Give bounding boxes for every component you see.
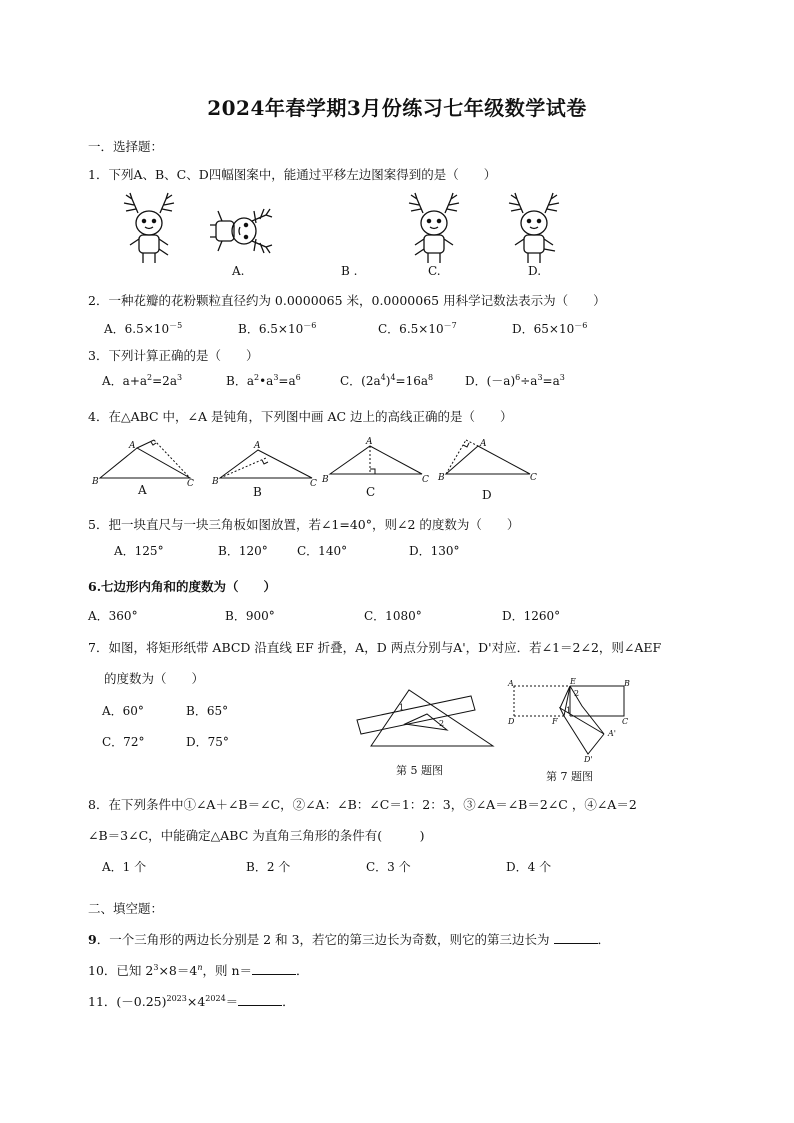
question-6-stem: 6.七边形内角和的度数为（ ） — [88, 579, 277, 594]
q1-label-a: A. — [232, 264, 245, 278]
q7-option-a: A．60° — [102, 704, 144, 718]
q2-option-d: D．$65\times 10^{-6}$ — [512, 321, 588, 336]
q7-option-d: D．75° — [186, 735, 229, 749]
q1-label-c: C. — [428, 264, 441, 278]
question-11: 11．$(-0.25)^{2023}\times 4^{2024}=$ ． — [88, 993, 295, 1009]
section-heading-fill: 二、填空题： — [88, 901, 164, 916]
q4-caption-a: A — [138, 483, 147, 497]
svg-text:E: E — [570, 677, 576, 686]
q8-option-c: C．3 个 — [366, 860, 411, 874]
svg-text:2: 2 — [574, 689, 580, 698]
q5-option-d: D．130° — [409, 544, 460, 558]
q4-caption-b: B — [253, 485, 262, 499]
question-5-stem: 5．把一块直尺与一块三角板如图放置，若∠1=40°，则∠2 的度数为（ ） — [88, 517, 520, 532]
q5-option-a: A．125° — [114, 544, 164, 558]
question-2-stem: 2．一种花瓣的花粉颗粒直径约为 0.0000065 米，0.0000065 用科学记数法表示为（ ） — [88, 293, 606, 308]
svg-text:C: C — [530, 473, 537, 483]
svg-text:F: F — [552, 717, 558, 726]
q1-label-b: B . — [341, 264, 358, 278]
question-3-stem: 3．下列计算正确的是（ ） — [88, 348, 259, 363]
q4-caption-d: D — [482, 488, 492, 502]
q3-option-c: C．$(2a^4)^4=16a^8$ — [340, 373, 434, 388]
question-4-stem: 4．在△ABC 中，∠A 是钝角，下列图中画 AC 边上的高线正确的是（ ） — [88, 409, 513, 424]
svg-text:C: C — [622, 717, 629, 726]
q2-option-a: A．$6.5\times 10^{-5}$ — [104, 321, 183, 336]
svg-text:C: C — [187, 479, 194, 489]
figure-5-caption: 第 5 题图 — [396, 764, 443, 777]
q6-option-b: B．900° — [225, 609, 275, 623]
q3-option-d: D．$(-a)^6\div a^3=a^3$ — [465, 373, 565, 388]
question-8-line2: ∠B＝3∠C，中能确定△ABC 为直角三角形的条件有( ) — [88, 828, 425, 843]
q4-figure-b — [212, 436, 322, 489]
q5-ruler-triangle-figure — [355, 686, 495, 748]
q6-option-a: A．360° — [88, 609, 138, 623]
question-10: 10．已知 $2^3\times 8=4^n$，则 n＝ ． — [88, 962, 309, 978]
svg-text:A: A — [254, 441, 261, 451]
q2-option-c: C．$6.5\times 10^{-7}$ — [378, 321, 457, 336]
q3-option-b: B．$a^2•a^3=a^6$ — [226, 373, 301, 388]
section-heading-choice: 一．选择题： — [88, 139, 164, 154]
svg-text:1: 1 — [566, 706, 572, 715]
q1-label-d: D. — [528, 264, 542, 278]
question-8-line1: 8．在下列条件中①∠A＋∠B＝∠C，②∠A：∠B：∠C＝1：2：3，③∠A＝∠B＝2∠C ，④∠A＝2 — [88, 797, 637, 812]
q10-answer-blank[interactable] — [252, 962, 296, 975]
svg-text:D': D' — [584, 755, 593, 764]
q6-option-d: D．1260° — [502, 609, 561, 623]
q8-option-b: B．2 个 — [246, 860, 291, 874]
svg-text:C: C — [310, 479, 317, 489]
svg-text:B: B — [438, 473, 445, 483]
q9-answer-blank[interactable] — [554, 931, 598, 944]
option-c-figure — [403, 193, 465, 269]
q4-figure-c — [322, 436, 432, 486]
q11-answer-blank[interactable] — [238, 993, 282, 1006]
q8-option-a: A．1 个 — [102, 860, 147, 874]
svg-text:B: B — [624, 679, 630, 688]
q7-folded-strip-figure — [506, 678, 636, 766]
svg-text:B: B — [92, 477, 99, 487]
svg-text:A': A' — [608, 729, 616, 738]
q5-option-b: B．120° — [218, 544, 268, 558]
q6-option-c: C．1080° — [364, 609, 422, 623]
page-title: 2024年春学期3月份练习七年级数学试卷 — [207, 96, 587, 120]
question-9: 9．一个三角形的两边长分别是 2 和 3，若它的第三边长为奇数，则它的第三边长为 ． — [88, 932, 611, 947]
q2-option-b: B．$6.5\times 10^{-6}$ — [238, 321, 317, 336]
svg-text:A: A — [366, 437, 373, 447]
figure-7-caption: 第 7 题图 — [546, 770, 593, 783]
q4-figure-d — [438, 436, 548, 486]
q4-figure-a — [90, 436, 200, 489]
question-7-stem-line2: 的度数为（ ） — [104, 671, 205, 686]
q7-option-b: B．65° — [186, 704, 229, 718]
q1-original-figure — [118, 193, 180, 269]
q3-option-a: A．$a+a^2=2a^3$ — [102, 373, 183, 388]
svg-text:C: C — [422, 475, 429, 485]
q7-option-c: C．72° — [102, 735, 145, 749]
svg-text:B: B — [212, 477, 219, 487]
q5-option-c: C．140° — [297, 544, 348, 558]
svg-text:A: A — [129, 441, 136, 451]
option-d-figure — [503, 193, 565, 269]
svg-text:B: B — [322, 475, 329, 485]
svg-text:A: A — [480, 439, 487, 449]
q4-caption-c: C — [366, 485, 376, 499]
option-a-figure — [208, 203, 272, 263]
question-7-stem-line1: 7．如图，将矩形纸带 ABCD 沿直线 EF 折叠，A，D 两点分别与A'，D'对应．若∠1＝2∠2，则∠AEF — [88, 640, 662, 655]
question-1-stem: 1．下列A、B、C、D四幅图案中，能通过平移左边图案得到的是（ ） — [88, 167, 497, 182]
svg-text:2: 2 — [439, 719, 445, 728]
svg-text:1: 1 — [399, 703, 405, 712]
svg-text:D: D — [508, 717, 515, 726]
svg-text:A: A — [508, 679, 514, 688]
q8-option-d: D．4 个 — [506, 860, 552, 874]
